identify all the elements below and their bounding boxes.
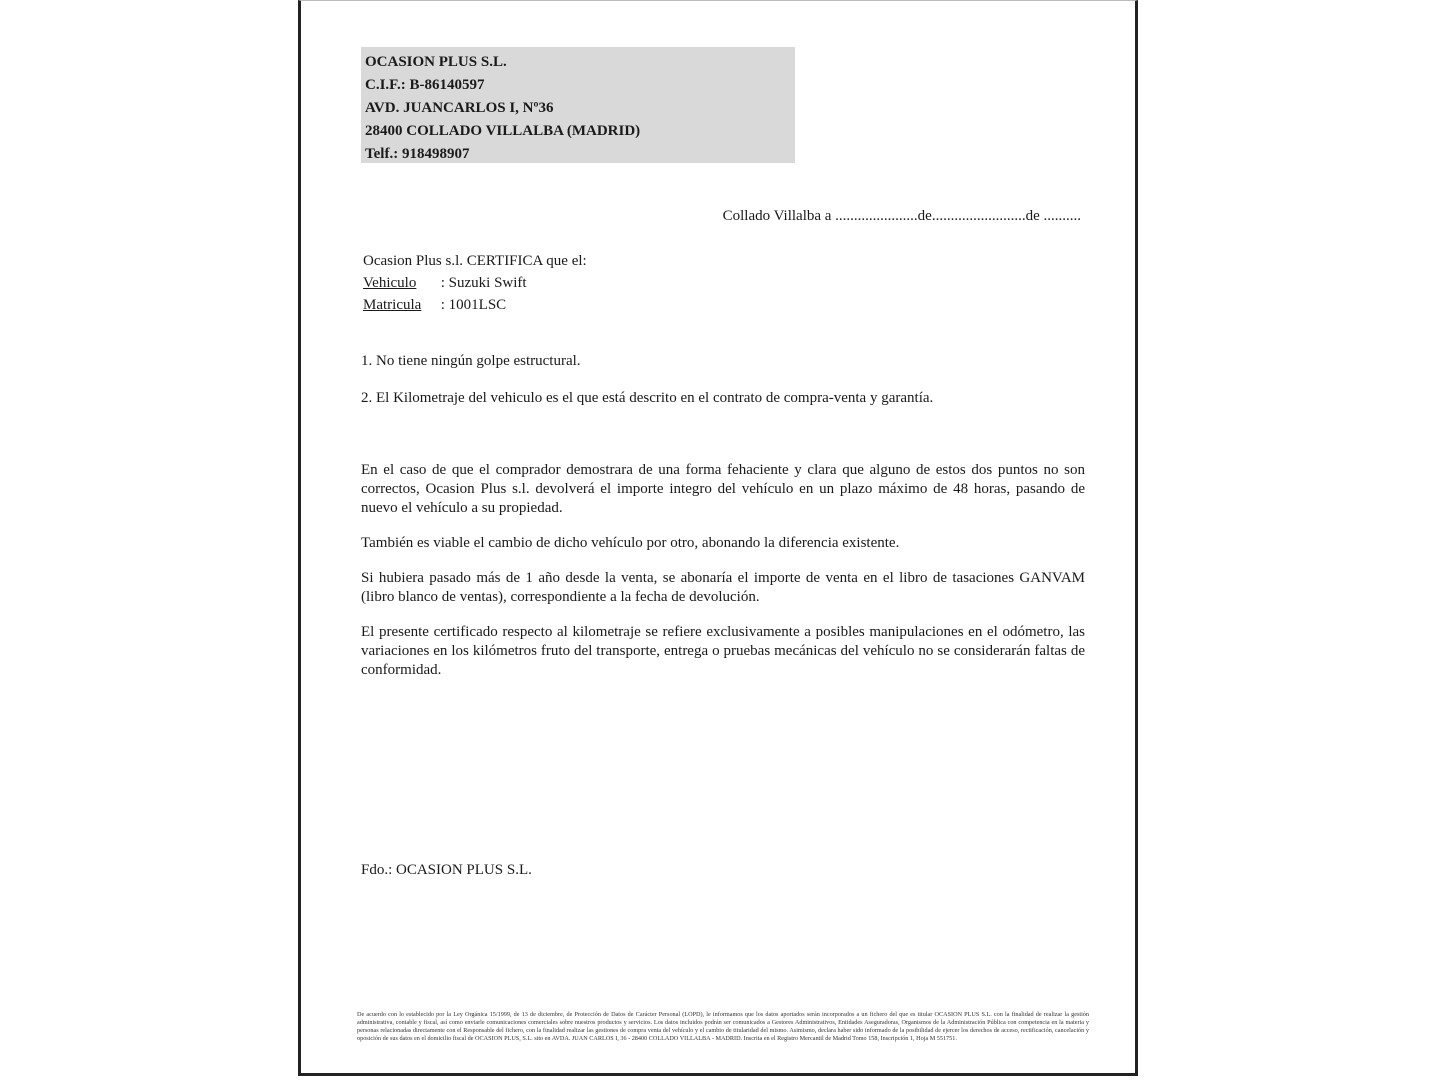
vehicle-value: : Suzuki Swift xyxy=(440,275,527,291)
certified-points xyxy=(361,352,1091,426)
paragraph: En el caso de que el comprador demostrara de una forma fehaciente y clara que alguno de estos dos puntos no son correctos, Ocasion Plus s.l. devolverá el importe integro del vehículo en un plazo máximo de 48 horas, pasando de nuevo el vehículo a su propiedad. xyxy=(361,462,1085,516)
legal-footer: De acuerdo con lo establecido por la Ley Orgánica 15/1999, de 13 de diciembre, de Protección de Datos de Carácter Personal (LOPD), le informamos que los datos aportados serán incorporados a un fichero del que es titular OCASION PLUS S.L. con la finalidad de realizar la gestión administrativa, contable y fiscal, así como enviarle comunicaciones comerciales sobre nuestros productos y servicios. Los datos incluidos podrán ser comunicados a Gestores Administrativos, Entidades Aseguradoras, Organismos de la Administración Pública con competencia en la materia y personas relacionadas directamente con el Responsable del fichero, con la finalidad realizar las gestiones de compra venta del vehículo y el cambio de titularidad del mismo. Asimismo, declara haber sido informado de la posibilidad de ejercer los derechos de acceso, rectificación, cancelación y oposición de sus datos en el domicilio fiscal de OCASION PLUS, S.L. sito en AVDA. JUAN CARLOS I, 36 - 28400 COLLADO VILLALBA - MADRID. Inscrita en el Registro Mercantil de Madrid Tomo 158, Inscripción 1, Hoja M 551751. xyxy=(357,1011,1089,1042)
paragraph: También es viable el cambio de dicho vehículo por otro, abonando la diferencia existente. xyxy=(361,535,900,551)
company-phone: Telf.: 918498907 xyxy=(365,146,470,162)
date-line: Collado Villalba a ......................de.........................de .......... xyxy=(722,208,1081,224)
signature-line: Fdo.: OCASION PLUS S.L. xyxy=(361,862,532,878)
company-address: AVD. JUANCARLOS I, Nº36 xyxy=(365,100,554,116)
vehicle-row xyxy=(363,272,587,294)
plate-row xyxy=(363,294,587,316)
company-header-box xyxy=(361,47,795,163)
certification-intro: Ocasion Plus s.l. CERTIFICA que el: xyxy=(363,253,587,269)
vehicle-label: Vehiculo xyxy=(363,275,417,291)
paragraph: Si hubiera pasado más de 1 año desde la venta, se abonaría el importe de venta en el libro de tasaciones GANVAM (libro blanco de ventas), correspondiente a la fecha de devolución. xyxy=(361,570,1085,605)
company-name: OCASION PLUS S.L. xyxy=(365,54,507,70)
paragraph: El presente certificado respecto al kilometraje se refiere exclusivamente a posibles manipulaciones en el odómetro, las variaciones en los kilómetros fruto del transporte, entrega o pruebas mecánicas del vehículo no se considerarán faltas de conformidad. xyxy=(361,624,1085,678)
plate-value: : 1001LSC xyxy=(440,297,507,313)
conditions-text xyxy=(361,461,1085,696)
certification-block xyxy=(363,250,587,316)
point-item: 2. El Kilometraje del vehiculo es el que está descrito en el contrato de compra-venta y garantía. xyxy=(361,390,934,406)
company-city: 28400 COLLADO VILLALBA (MADRID) xyxy=(365,123,641,139)
document-page xyxy=(298,0,1138,1076)
plate-label: Matricula xyxy=(363,297,422,313)
point-item: 1. No tiene ningún golpe estructural. xyxy=(361,353,581,369)
company-cif: C.I.F.: B-86140597 xyxy=(365,77,485,93)
